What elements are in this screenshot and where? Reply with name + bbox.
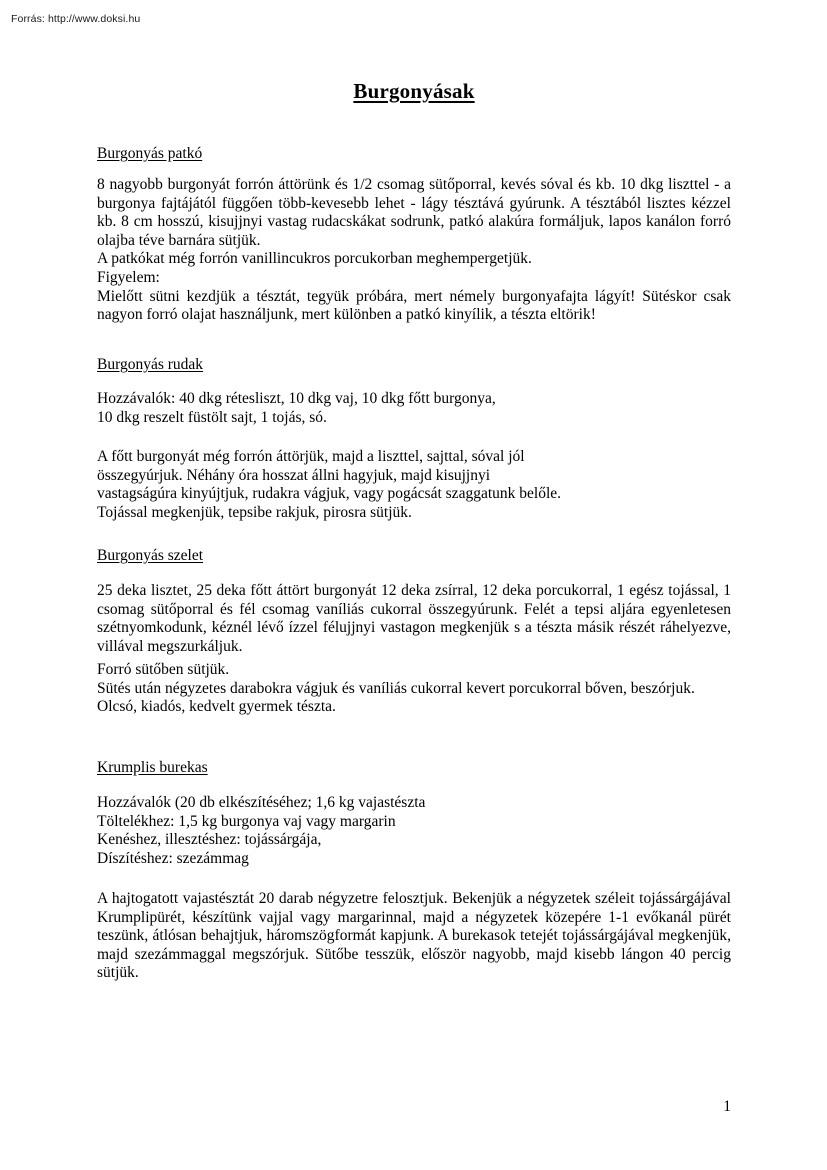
method-line: vastagságúra kinyújtjuk, rudakra vágjuk, vagy pogácsát szaggatunk belőle. bbox=[97, 485, 562, 503]
section-heading-text: Burgonyás rudak bbox=[97, 356, 204, 373]
section-heading-text: Burgonyás patkó bbox=[97, 145, 203, 162]
paragraph: A hajtogatott vajastésztát 20 darab négyzetre felosztjuk. Bekenjük a négyzetek széleit tojássárgájával Krumplipürét, készítünk vajjal vagy margarinnal, majd a négyzetek közepére 1-1 evőkanál pürét teszünk, átlósan behajtjuk, háromszögformát kapjunk. A burekasok tetejét tojássárgájával megkenjük, majd szezámmaggal megszórjuk. Sütőbe tesszük, először nagyobb, majd kisebb lángon 40 percig sütjük. bbox=[97, 890, 731, 982]
section-body-burgonyas-szelet bbox=[97, 582, 731, 656]
section-heading-burgonyas-rudak bbox=[97, 355, 731, 374]
section-heading-text: Burgonyás szelet bbox=[97, 547, 204, 564]
source-url-header: Forrás: http://www.doksi.hu bbox=[11, 13, 141, 25]
paragraph: Sütés után négyzetes darabokra vágjuk és vaníliás cukorral kevert porcukorral bőven, beszórjuk. bbox=[97, 679, 695, 697]
ingredient-line: 10 dkg reszelt füstölt sajt, 1 tojás, só. bbox=[97, 408, 327, 426]
ingredients-burgonyas-rudak bbox=[97, 390, 731, 427]
paragraph: Olcsó, kiadós, kedvelt gyermek tészta. bbox=[97, 698, 336, 716]
page-title: Burgonyásak bbox=[353, 79, 475, 103]
ingredient-line: Díszítéshez: szezámmag bbox=[97, 849, 249, 867]
paragraph: Forró sütőben sütjük. bbox=[97, 661, 230, 678]
section-body-burgonyas-szelet-2 bbox=[97, 661, 731, 717]
paragraph: Figyelem: bbox=[97, 268, 160, 286]
section-heading-burgonyas-patko bbox=[97, 144, 731, 163]
ingredient-line: Hozzávalók: 40 dkg rétesliszt, 10 dkg vaj, 10 dkg főtt burgonya, bbox=[97, 390, 496, 407]
ingredient-line: Kenéshez, illesztéshez: tojássárgája, bbox=[97, 831, 322, 849]
paragraph: Mielőtt sütni kezdjük a tésztát, tegyük próbára, mert némely burgonyafajta lágyít! Sütéskor csak nagyon forró olajat használjunk, mert különben a patkó kinyílik, a tészta eltörik! bbox=[97, 287, 731, 324]
section-heading-text: Krumplis burekas bbox=[97, 759, 208, 776]
page-number: 1 bbox=[723, 1098, 731, 1115]
method-line: összegyúrjuk. Néhány óra hosszat állni hagyjuk, majd kisujjnyi bbox=[97, 466, 491, 484]
ingredient-line: Töltelékhez: 1,5 kg burgonya vaj vagy margarin bbox=[97, 812, 396, 830]
section-heading-burgonyas-szelet bbox=[97, 546, 731, 565]
method-krumplis-burekas bbox=[97, 890, 731, 983]
paragraph: 8 nagyobb burgonyát forrón áttörünk és 1/2 csomag sütőporral, kevés sóval és kb. 10 dkg liszttel - a burgonya fajtájától függően több-kevesebb lehet - lágy tésztává gyúrunk. A tésztából lisztes kézzel kb. 8 cm hosszú, kisujjnyi vastag rudacskákat sodrunk, patkó alakúra formáljuk, lapos kanálon forró olajba téve barnára sütjük. bbox=[97, 176, 731, 249]
ingredient-line: Hozzávalók (20 db elkészítéséhez; 1,6 kg vajastészta bbox=[97, 794, 426, 811]
section-heading-krumplis-burekas bbox=[97, 758, 731, 777]
method-line: Tojással megkenjük, tepsibe rakjuk, pirosra sütjük. bbox=[97, 503, 412, 521]
paragraph: A patkókat még forrón vanillincukros porcukorban meghempergetjük. bbox=[97, 250, 532, 268]
paragraph: 25 deka lisztet, 25 deka főtt áttört burgonyát 12 deka zsírral, 12 deka porcukorral, 1 egész tojással, 1 csomag sütőporral és fél csomag vaníliás cukorral összegyúrunk. Felét a tepsi aljára egyenletesen szétnyomkodunk, kéznél lévő ízzel félujjnyi vastagon megkenjük s a tészta másik részét ráhelyezve, villával megszurkáljuk. bbox=[97, 582, 731, 655]
ingredients-krumplis-burekas bbox=[97, 794, 731, 868]
method-line: A főtt burgonyát még forrón áttörjük, majd a liszttel, sajttal, sóval jól bbox=[97, 448, 525, 465]
section-body-burgonyas-patko bbox=[97, 176, 731, 325]
method-burgonyas-rudak bbox=[97, 448, 731, 522]
